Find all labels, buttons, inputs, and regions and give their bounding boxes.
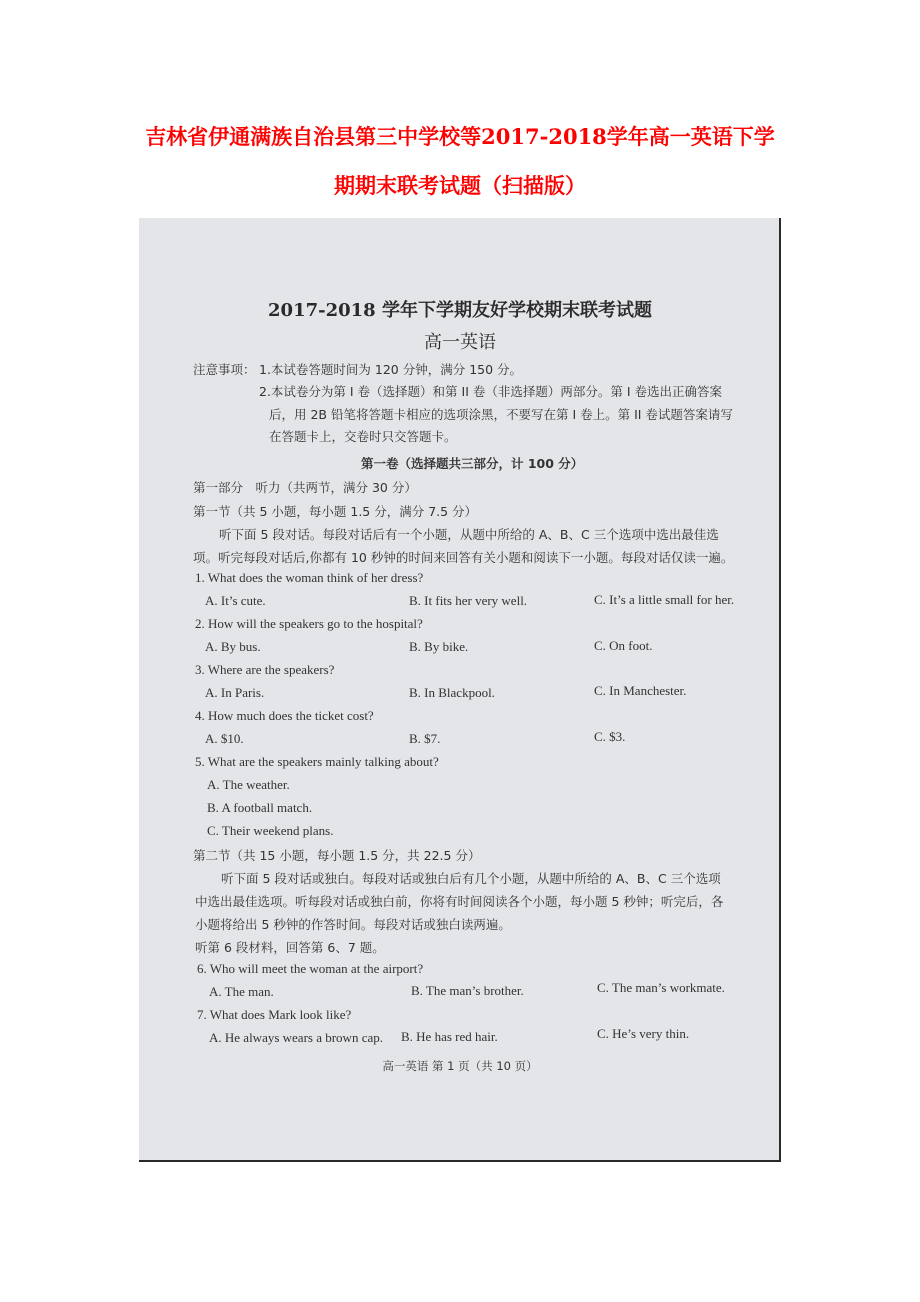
q3-option-a: A. In Paris. [205,685,265,700]
section1-instruction-2: 项。听完每段对话后,你都有 10 秒钟的时间来回答有关小题和阅读下一小题。每段对话仅读一遍。 [193,550,734,565]
q1-option-c: C. It’s a little small for her. [594,592,735,607]
question-1: 1. What does the woman think of her dress? [195,570,424,585]
q2-option-c: C. On foot. [594,638,653,653]
note-2c: 在答题卡上，交卷时只交答题卡。 [269,429,457,444]
q7-option-a: A. He always wears a brown cap. [209,1030,383,1045]
q3-option-b: B. In Blackpool. [409,685,495,700]
question-6: 6. Who will meet the woman at the airport? [197,961,424,976]
section1-instruction-1: 听下面 5 段对话。每段对话后有一个小题，从题中所给的 A、B、C 三个选项中选出最佳选 [219,527,719,542]
q2-option-a: A. By bus. [205,639,261,654]
q7-option-b: B. He has red hair. [401,1029,498,1044]
note-2b: 后，用 2B 铅笔将答题卡相应的选项涂黑，不要写在第 I 卷上。第 II 卷试题答案请写 [269,407,733,422]
q5-option-a: A. The weather. [207,777,290,792]
section1-title: 第一节（共 5 小题，每小题 1.5 分，满分 7.5 分） [193,504,478,519]
volume-title: 第一卷（选择题共三部分，计 100 分） [361,456,584,471]
q6-option-b: B. The man’s brother. [411,983,524,998]
exam-subject: 高一英语 [424,332,496,353]
q3-option-c: C. In Manchester. [594,683,687,698]
q4-option-b: B. $7. [409,731,441,746]
question-4: 4. How much does the ticket cost? [195,708,374,723]
q1-option-b: B. It fits her very well. [409,593,528,608]
scanned-exam-page [139,218,781,1162]
document-title-line1: 吉林省伊通满族自治县第三中学校等2017-2018学年高一英语下学 [145,124,775,149]
section2-instruction-2: 中选出最佳选项。听每段对话或独白前，你将有时间阅读各个小题，每小题 5 秒钟；听完后，各 [195,894,724,909]
document-title-line2: 期期末联考试题（扫描版） [334,173,586,198]
q5-option-c: C. Their weekend plans. [207,823,334,838]
q7-option-c: C. He’s very thin. [597,1026,690,1041]
q6-option-a: A. The man. [209,984,274,999]
page-footer: 高一英语 第 1 页（共 10 页） [382,1059,538,1073]
part1-title: 第一部分 听力（共两节，满分 30 分） [193,480,417,495]
material-6-note: 听第 6 段材料，回答第 6、7 题。 [195,940,385,955]
notes-label: 注意事项： [193,362,256,377]
note-1: 1.本试卷答题时间为 120 分钟，满分 150 分。 [259,362,523,377]
note-2a: 2.本试卷分为第 I 卷（选择题）和第 II 卷（非选择题）两部分。第 I 卷选出正确答案 [259,384,723,399]
section2-instruction-3: 小题将给出 5 秒钟的作答时间。每段对话或独白读两遍。 [195,917,511,932]
question-3: 3. Where are the speakers? [195,662,335,677]
q5-option-b: B. A football match. [207,800,313,815]
q2-option-b: B. By bike. [409,639,469,654]
section2-instruction-1: 听下面 5 段对话或独白。每段对话或独白后有几个小题，从题中所给的 A、B、C 三个选项 [221,871,721,886]
section2-title: 第二节（共 15 小题，每小题 1.5 分，共 22.5 分） [193,848,481,863]
question-7: 7. What does Mark look like? [197,1007,352,1022]
q4-option-a: A. $10. [205,731,244,746]
q4-option-c: C. $3. [594,729,626,744]
question-2: 2. How will the speakers go to the hospital? [195,616,423,631]
q1-option-a: A. It’s cute. [205,593,266,608]
q6-option-c: C. The man’s workmate. [597,980,725,995]
exam-title: 2017-2018 学年下学期友好学校期末联考试题 [268,300,652,321]
question-5: 5. What are the speakers mainly talking about? [195,754,439,769]
